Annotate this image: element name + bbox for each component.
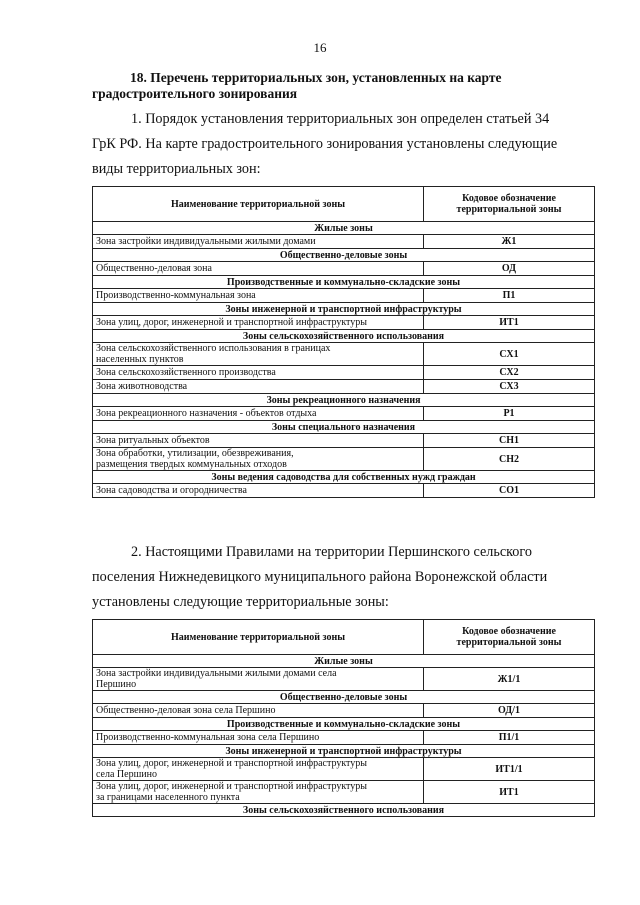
zone-group-title: Общественно-деловые зоны	[93, 691, 595, 704]
zone-group-title: Зоны сельскохозяйственного использования	[93, 330, 595, 343]
paragraph-2-line-1: 2. Настоящими Правилами на территории Першинского сельского	[131, 544, 532, 560]
table-body	[93, 222, 595, 498]
zone-name: Зона обработки, утилизации, обезвреживания,	[96, 448, 294, 459]
zone-name: Общественно-деловая зона села Першино	[96, 705, 276, 716]
paragraph-2-line-3: установлены следующие территориальные зоны:	[92, 594, 389, 610]
section-heading-line-2: градостроительного зонирования	[92, 86, 298, 101]
zone-name: Зона ритуальных объектов	[96, 435, 210, 446]
zone-group-row	[93, 691, 595, 704]
table-row	[93, 235, 595, 249]
zone-group-row	[93, 804, 595, 817]
zone-code: СН1	[424, 434, 595, 448]
table-row	[93, 407, 595, 421]
zone-name: Зона улиц, дорог, инженерной и транспортной инфраструктуры	[96, 781, 367, 792]
zone-group-title: Жилые зоны	[93, 655, 595, 668]
zone-code: П1/1	[424, 731, 595, 745]
zone-group-title: Зоны специального назначения	[93, 421, 595, 434]
zone-group-row	[93, 655, 595, 668]
zone-name-cell	[93, 781, 424, 804]
table-body	[93, 655, 595, 817]
zone-group-title: Зоны рекреационного назначения	[93, 394, 595, 407]
table-row	[93, 704, 595, 718]
zone-code: ОД/1	[424, 704, 595, 718]
zone-name: Зона улиц, дорог, инженерной и транспортной инфраструктуры	[96, 758, 367, 769]
zone-name-cell	[93, 731, 424, 745]
zone-name-cell	[93, 434, 424, 448]
table-row	[93, 731, 595, 745]
zones-table-general	[92, 186, 595, 498]
section-heading	[92, 70, 600, 102]
zone-code: Ж1	[424, 235, 595, 249]
zone-code: ОД	[424, 262, 595, 276]
zone-code: СХ1	[424, 343, 595, 366]
zone-group-title: Зоны инженерной и транспортной инфраструктуры	[93, 745, 595, 758]
zone-code: Ж1/1	[424, 668, 595, 691]
zone-code: Р1	[424, 407, 595, 421]
zone-group-title: Зоны сельскохозяйственного использования	[93, 804, 595, 817]
table-header-row	[93, 187, 595, 222]
table-row	[93, 758, 595, 781]
zone-code: СН2	[424, 448, 595, 471]
zone-name-cell	[93, 343, 424, 366]
paragraph-1	[92, 107, 600, 182]
table-row	[93, 484, 595, 498]
zone-name: Зона садоводства и огородничества	[96, 485, 247, 496]
zone-name-continued: за границами населенного пункта	[96, 792, 240, 803]
zone-name-cell	[93, 289, 424, 303]
zone-code: ИТ1/1	[424, 758, 595, 781]
zone-name: Зона сельскохозяйственного производства	[96, 367, 276, 378]
header-zone-code	[424, 187, 595, 222]
zone-name-cell	[93, 448, 424, 471]
zone-group-row	[93, 249, 595, 262]
paragraph-1-line-1: 1. Порядок установления территориальных зон определен статьей 34	[131, 111, 550, 127]
zone-group-title: Общественно-деловые зоны	[93, 249, 595, 262]
table-row	[93, 380, 595, 394]
zone-group-title: Зоны инженерной и транспортной инфраструктуры	[93, 303, 595, 316]
zone-name: Производственно-коммунальная зона	[96, 290, 256, 301]
zone-group-row	[93, 276, 595, 289]
zone-code: СО1	[424, 484, 595, 498]
zone-name-cell	[93, 484, 424, 498]
section-heading-line-1: 18. Перечень территориальных зон, установленных на карте	[130, 70, 502, 85]
zones-table-pershino	[92, 619, 595, 817]
zone-code: СХ3	[424, 380, 595, 394]
table-row	[93, 289, 595, 303]
header-zone-name: Наименование территориальной зоны	[93, 187, 424, 222]
zone-group-row	[93, 330, 595, 343]
table-row	[93, 316, 595, 330]
zone-group-row	[93, 303, 595, 316]
table-row	[93, 448, 595, 471]
zone-name-cell	[93, 235, 424, 249]
zone-code: ИТ1	[424, 316, 595, 330]
zone-group-row	[93, 745, 595, 758]
zone-name-cell	[93, 758, 424, 781]
header-zone-name: Наименование территориальной зоны	[93, 620, 424, 655]
zone-name: Общественно-деловая зона	[96, 263, 212, 274]
table-row	[93, 434, 595, 448]
zone-name-continued: размещения твердых коммунальных отходов	[96, 459, 287, 470]
zone-code: П1	[424, 289, 595, 303]
zone-name-cell	[93, 366, 424, 380]
table-header-row	[93, 620, 595, 655]
zone-name: Зона застройки индивидуальными жилыми домами села	[96, 668, 337, 679]
zone-group-title: Производственные и коммунально-складские зоны	[93, 718, 595, 731]
header-zone-code-line-2: территориальной зоны	[456, 204, 562, 215]
header-zone-code-line-1: Кодовое обозначение	[462, 626, 556, 637]
zone-group-row	[93, 394, 595, 407]
page-number: 16	[313, 40, 327, 55]
paragraph-2	[92, 540, 600, 615]
zone-name: Зона застройки индивидуальными жилыми домами	[96, 236, 316, 247]
table-row	[93, 781, 595, 804]
zone-group-title: Производственные и коммунально-складские зоны	[93, 276, 595, 289]
table-row	[93, 343, 595, 366]
zone-name-cell	[93, 704, 424, 718]
zone-name-cell	[93, 407, 424, 421]
paragraph-1-line-2: ГрК РФ. На карте градостроительного зонирования установлены следующие	[92, 136, 558, 152]
zone-code: ИТ1	[424, 781, 595, 804]
paragraph-1-line-3: виды территориальных зон:	[92, 161, 261, 177]
zone-name-cell	[93, 262, 424, 276]
zone-group-row	[93, 471, 595, 484]
header-zone-code-line-2: территориальной зоны	[456, 637, 562, 648]
table-row	[93, 366, 595, 380]
table-row	[93, 668, 595, 691]
zone-name: Зона улиц, дорог, инженерной и транспортной инфраструктуры	[96, 317, 367, 328]
zone-code: СХ2	[424, 366, 595, 380]
zone-name-cell	[93, 316, 424, 330]
zone-name: Зона животноводства	[96, 381, 188, 392]
zone-name-cell	[93, 380, 424, 394]
paragraph-2-line-2: поселения Нижнедевицкого муниципального района Воронежской области	[92, 569, 548, 585]
zone-name: Зона рекреационного назначения - объектов отдыха	[96, 408, 317, 419]
zone-name: Зона сельскохозяйственного использования в границах	[96, 343, 331, 354]
zone-name-cell	[93, 668, 424, 691]
zone-name-continued: населенных пунктов	[96, 354, 184, 365]
zone-name-continued: Першино	[96, 679, 137, 690]
zone-group-title: Жилые зоны	[93, 222, 595, 235]
zone-group-title: Зоны ведения садоводства для собственных нужд граждан	[93, 471, 595, 484]
table-row	[93, 262, 595, 276]
zone-name-continued: села Першино	[96, 769, 157, 780]
header-zone-code-line-1: Кодовое обозначение	[462, 193, 556, 204]
zone-group-row	[93, 222, 595, 235]
zone-group-row	[93, 421, 595, 434]
zone-name: Производственно-коммунальная зона села Першино	[96, 732, 320, 743]
header-zone-code	[424, 620, 595, 655]
zone-group-row	[93, 718, 595, 731]
